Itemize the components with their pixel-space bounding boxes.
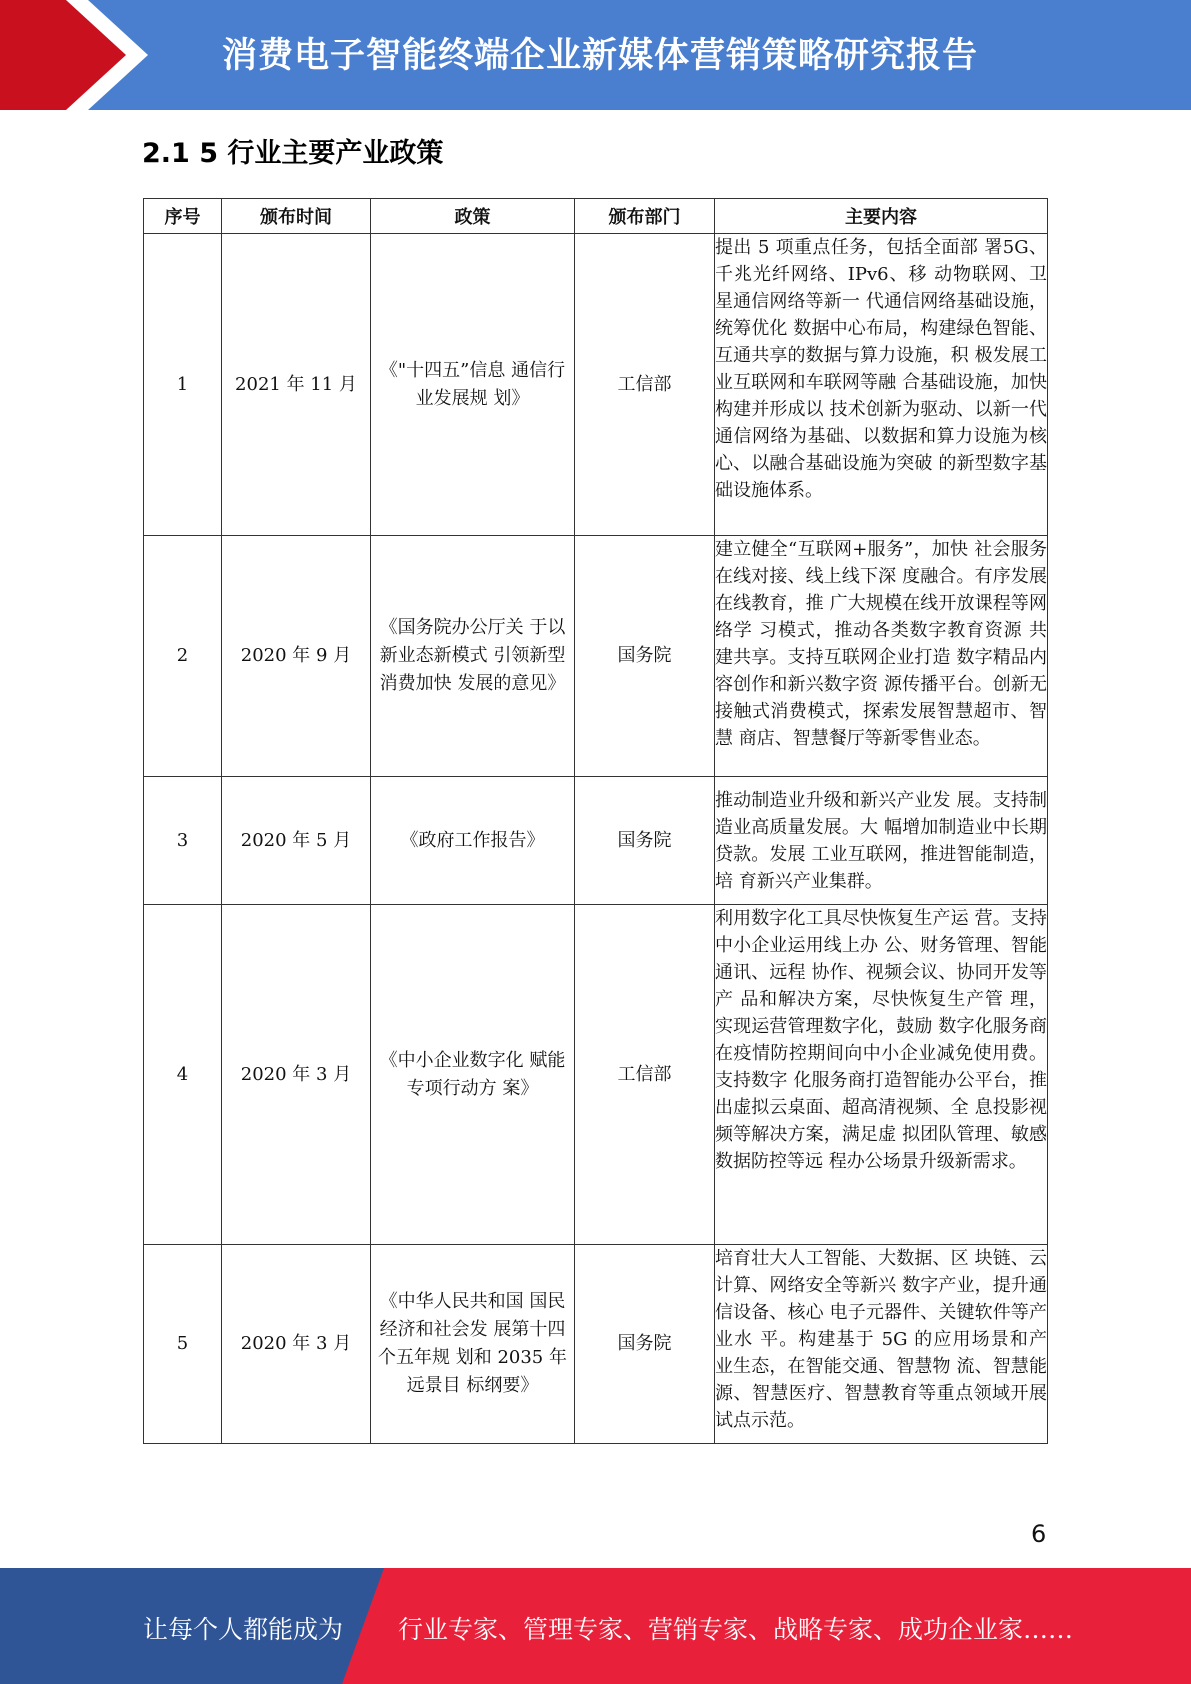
row-policy: 《国务院办公厅关 于以新业态新模式 引领新型消费加快 发展的意见》 [371,536,575,777]
row-no: 3 [144,777,222,905]
row-date: 2021 年 11 月 [222,234,371,536]
row-no: 1 [144,234,222,536]
table-row [144,234,1048,536]
column-header-no: 序号 [144,199,222,234]
row-policy: 《"十四五”信息 通信行业发展规 划》 [371,234,575,536]
column-header-content: 主要内容 [715,199,1048,234]
row-content: 提出 5 项重点任务，包括全面部 署5G、千兆光纤网络、IPv6、移 动物联网、卫星通信网络等新一 代通信网络基础设施，统筹优化 数据中心布局，构建绿色智能、 互通共享的数据与算力设施，积 极发展工业互联网和车联网等融 合基础设施，加快构建并形成以 技术创新为驱动、以新一代通信网络为基础、以数据和算力设施为核心、以融合基础设施为突破 的新型数字基础设施体系。 [715,234,1048,536]
row-no: 5 [144,1245,222,1444]
row-date: 2020 年 3 月 [222,1245,371,1444]
row-content: 培育壮大人工智能、大数据、区 块链、云计算、网络安全等新兴 数字产业，提升通信设备、核心 电子元器件、关键软件等产业水 平。构建基于 5G 的应用场景和产 业生态，在智能交通、智慧物 流、智慧能源、智慧医疗、智慧教育等重点领域开展试点示范。 [715,1245,1048,1444]
footer-slogan-right: 行业专家、管理专家、营销专家、战略专家、成功企业家…… [398,1615,1074,1644]
row-policy: 《中小企业数字化 赋能专项行动方 案》 [371,905,575,1245]
page-footer-banner [0,1568,1191,1684]
row-policy: 《中华人民共和国 国民经济和社会发 展第十四个五年规 划和 2035 年远景目 标纲要》 [371,1245,575,1444]
page-number: 6 [1031,1520,1047,1548]
page-header-banner [0,0,1191,110]
section-heading: 2.1 5 行业主要产业政策 [142,138,444,169]
table-header-row [144,199,1048,234]
table-row [144,777,1048,905]
row-no: 4 [144,905,222,1245]
report-title: 消费电子智能终端企业新媒体营销策略研究报告 [222,36,979,76]
row-department: 国务院 [575,777,715,905]
row-policy: 《政府工作报告》 [371,777,575,905]
row-no: 2 [144,536,222,777]
row-content: 建立健全“互联网+服务”，加快 社会服务在线对接、线上线下深 度融合。有序发展在线教育，推 广大规模在线开放课程等网络学 习模式，推动各类数字教育资源 共建共享。支持互联网企业打造 数字精品内容创作和新兴数字资 源传播平台。创新无接触式消费模式，探索发展智慧超市、智慧 商店、智慧餐厅等新零售业态。 [715,536,1048,777]
row-date: 2020 年 5 月 [222,777,371,905]
column-header-date: 颁布时间 [222,199,371,234]
table-row [144,536,1048,777]
row-content: 推动制造业升级和新兴产业发 展。支持制造业高质量发展。大 幅增加制造业中长期贷款。发展 工业互联网，推进智能制造，培 育新兴产业集群。 [715,777,1048,905]
row-date: 2020 年 3 月 [222,905,371,1245]
row-department: 工信部 [575,905,715,1245]
row-department: 国务院 [575,1245,715,1444]
column-header-policy: 政策 [371,199,575,234]
column-header-department: 颁布部门 [575,199,715,234]
row-department: 工信部 [575,234,715,536]
row-content: 利用数字化工具尽快恢复生产运 营。支持中小企业运用线上办 公、财务管理、智能通讯、远程 协作、视频会议、协同开发等产 品和解决方案，尽快恢复生产管 理，实现运营管理数字化，鼓励 数字化服务商在疫情防控期间向中小企业减免使用费。支持数字 化服务商打造智能办公平台，推 出虚拟云桌面、超高清视频、全 息投影视频等解决方案，满足虚 拟团队管理、敏感数据防控等远 程办公场景升级新需求。 [715,905,1048,1245]
footer-slogan-left: 让每个人都能成为 [143,1615,344,1644]
table-row [144,905,1048,1245]
table-row [144,1245,1048,1444]
row-department: 国务院 [575,536,715,777]
policy-table [143,198,1048,1444]
row-date: 2020 年 9 月 [222,536,371,777]
